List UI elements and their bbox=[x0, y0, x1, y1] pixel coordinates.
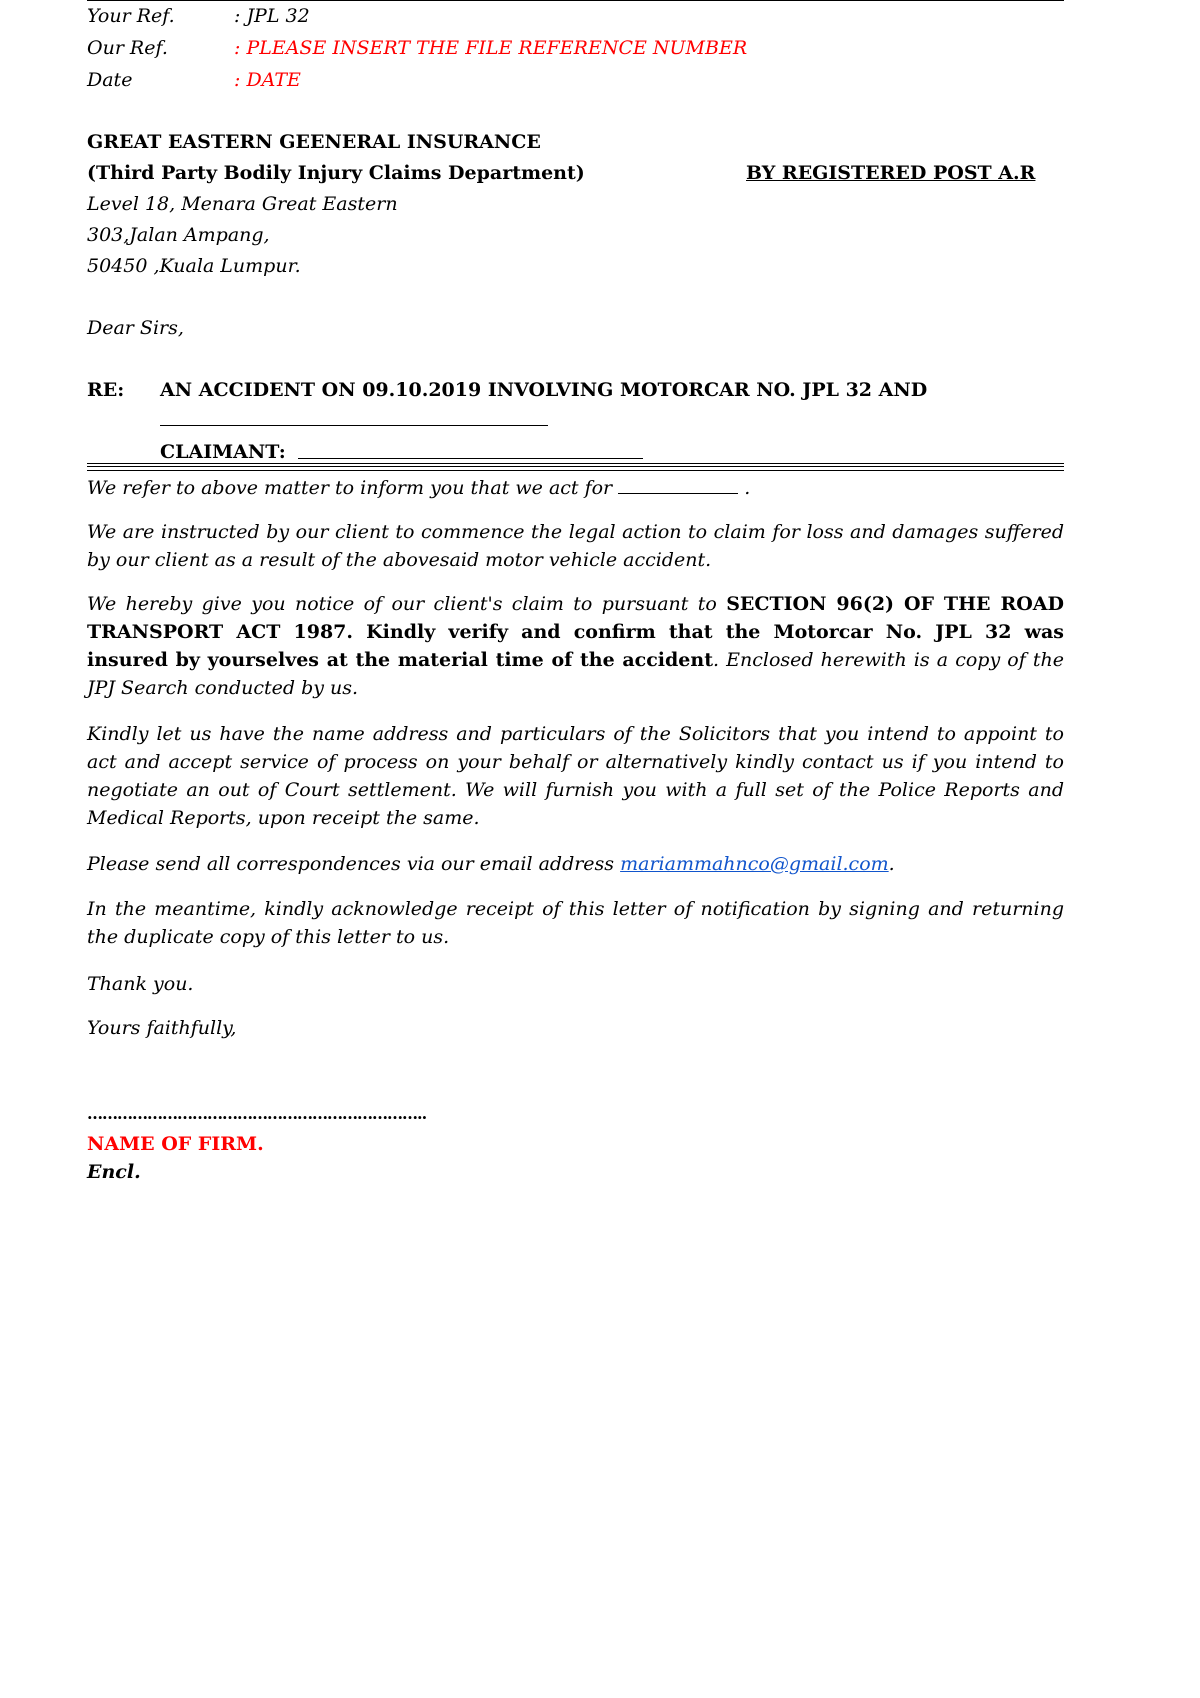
paragraph-5-end: . bbox=[888, 853, 895, 875]
re-label: RE: bbox=[87, 379, 125, 401]
paragraph-1-text: We refer to above matter to inform you that we act for bbox=[87, 477, 613, 499]
paragraph-1 bbox=[87, 474, 1064, 502]
paragraph-3-end: . Enclosed herewith is a copy of the JPJ Search conducted by us. bbox=[87, 649, 1064, 699]
claimant-blank-line bbox=[298, 458, 643, 459]
paragraph-3 bbox=[87, 590, 1064, 702]
address-line-2: 303,Jalan Ampang, bbox=[87, 224, 270, 246]
firm-name: NAME OF FIRM. bbox=[87, 1133, 264, 1155]
your-ref-label: Your Ref. bbox=[87, 5, 175, 27]
our-ref-label: Our Ref. bbox=[87, 37, 168, 59]
subject-line-1: AN ACCIDENT ON 09.10.2019 INVOLVING MOTORCAR NO. JPL 32 AND bbox=[160, 379, 928, 401]
subject-blank-line bbox=[160, 425, 548, 426]
enclosure: Encl. bbox=[87, 1161, 141, 1183]
your-ref-value: : JPL 32 bbox=[234, 5, 310, 27]
date-value: : DATE bbox=[234, 69, 301, 91]
paragraph-5-text: Please send all correspondences via our email address bbox=[87, 853, 621, 875]
paragraph-4: Kindly let us have the name address and particulars of the Solicitors that you intend to appoint to act and accept service of process on your behalf or alternatively kindly contact us if you intend to negotiate an out of Court settlement. We will furnish you with a full set of the Police Reports and Medical Reports, upon receipt the same. bbox=[87, 723, 1064, 829]
top-rule bbox=[87, 0, 1064, 1]
address-line-1: Level 18, Menara Great Eastern bbox=[87, 193, 398, 215]
our-ref-value: : PLEASE INSERT THE FILE REFERENCE NUMBER bbox=[234, 37, 748, 59]
address-line-3: 50450 ,Kuala Lumpur. bbox=[87, 255, 301, 277]
signature-line: ………………………………………………………….. bbox=[87, 1104, 427, 1123]
recipient-company: GREAT EASTERN GEENERAL INSURANCE bbox=[87, 131, 541, 153]
subject-double-rule bbox=[87, 466, 1064, 471]
sign-off: Yours faithfully, bbox=[87, 1017, 237, 1039]
salutation: Dear Sirs, bbox=[87, 317, 184, 339]
subject-underline bbox=[87, 463, 1064, 464]
paragraph-1-end: . bbox=[738, 477, 751, 499]
recipient-department: (Third Party Bodily Injury Claims Department) bbox=[87, 162, 585, 184]
paragraph-5 bbox=[87, 850, 1064, 878]
paragraph-6: In the meantime, kindly acknowledge receipt of this letter of notification by signing and returning the duplicate copy of this letter to us. bbox=[87, 898, 1064, 948]
client-name-blank bbox=[618, 493, 738, 494]
delivery-method: BY REGISTERED POST A.R bbox=[746, 162, 1036, 184]
thanks: Thank you. bbox=[87, 973, 194, 995]
paragraph-3-text: We hereby give you notice of our client's claim to pursuant to bbox=[87, 593, 727, 615]
paragraph-3-bold: SECTION 96(2) OF THE ROAD TRANSPORT ACT 1987. Kindly verify and confirm that the Motorcar No. JPL 32 was insured by yourselves at the material time of the accident bbox=[87, 593, 1064, 671]
paragraph-2: We are instructed by our client to commence the legal action to claim for loss and damages suffered by our client as a result of the abovesaid motor vehicle accident. bbox=[87, 521, 1064, 571]
date-label: Date bbox=[87, 69, 133, 91]
claimant-label: CLAIMANT: bbox=[160, 441, 286, 463]
email-link[interactable]: mariammahnco@gmail.com bbox=[620, 853, 889, 875]
